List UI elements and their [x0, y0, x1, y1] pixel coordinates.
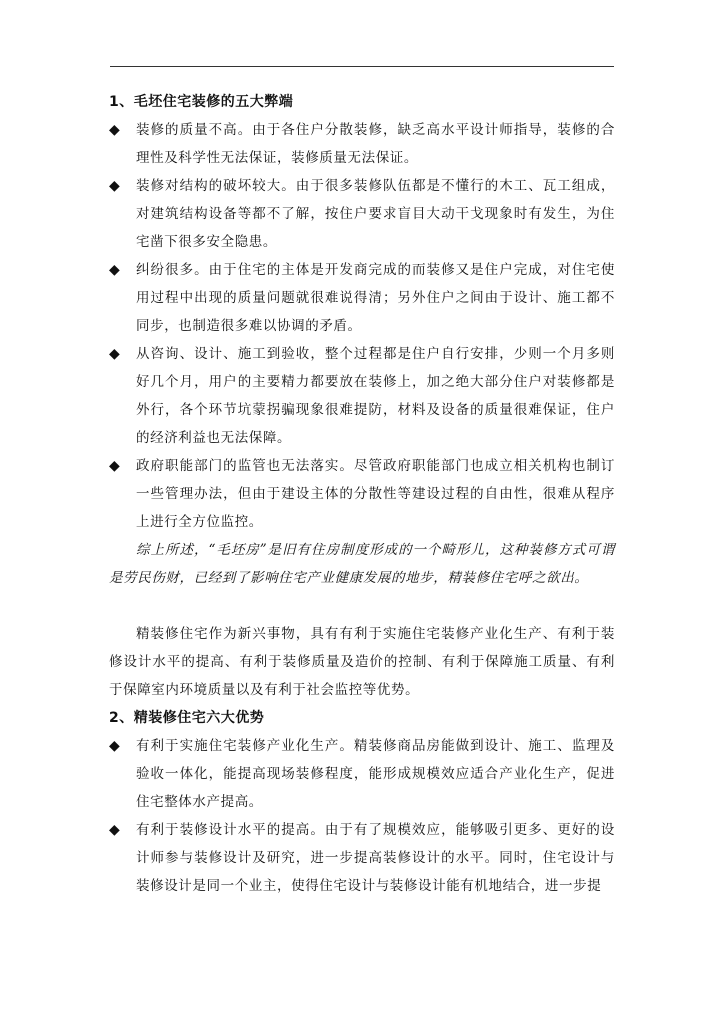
- diamond-bullet-icon: ◆: [109, 458, 121, 474]
- bullet-text: 从咨询、设计、施工到验收，整个过程都是住户自行安排，少则一个月多则好几个月，用户的主要精力都要放在装修上，加之绝大部分住户对装修都是外行，各个环节坑蒙拐骗现象很难提防，材料及设备的质量很难保证，住户的经济利益也无法保障。: [136, 346, 615, 446]
- bullet-text: 政府职能部门的监管也无法落实。尽管政府职能部门也成立相关机构也制订一些管理办法，但由于建设主体的分散性等建设过程的自由性，很难从程序上进行全方位监控。: [136, 458, 615, 530]
- paragraph-spacer: [109, 592, 615, 620]
- section1-bullet-item: [109, 340, 615, 452]
- diamond-bullet-icon: ◆: [109, 738, 121, 754]
- section1-bullet-item: [109, 256, 615, 340]
- diamond-bullet-icon: ◆: [109, 346, 121, 362]
- section1-bullet-item: [109, 116, 615, 172]
- section2-bullet-item: [109, 732, 615, 816]
- intro-paragraph: 精装修住宅作为新兴事物，具有有利于实施住宅装修产业化生产、有利于装修设计水平的提高、有利于装修质量及造价的控制、有利于保障施工质量、有利于保障室内环境质量以及有利于社会监控等优势。: [109, 626, 615, 698]
- section1-bullet-list: [109, 116, 615, 536]
- section2-bullet-list: [109, 732, 615, 900]
- bullet-text: 有利于实施住宅装修产业化生产。精装修商品房能做到设计、施工、监理及验收一体化，能提高现场装修程度，能形成规模效应适合产业化生产，促进住宅整体水产提高。: [136, 738, 615, 810]
- bullet-text: 纠纷很多。由于住宅的主体是开发商完成的而装修又是住户完成，对住宅使用过程中出现的质量问题就很难说得清；另外住户之间由于设计、施工都不同步，也制造很多难以协调的矛盾。: [136, 262, 615, 334]
- page-content: [109, 88, 615, 900]
- section1-bullet-item: [109, 452, 615, 536]
- header-rule: [110, 66, 614, 67]
- bullet-text: 有利于装修设计水平的提高。由于有了规模效应，能够吸引更多、更好的设计师参与装修设计及研究，进一步提高装修设计的水平。同时，住宅设计与装修设计是同一个业主，使得住宅设计与装修设计能有机地结合，进一步提: [136, 822, 615, 894]
- section1-summary: 综上所述，“毛坯房”是旧有住房制度形成的一个畸形儿，这种装修方式可谓是劳民伤财，已经到了影响住宅产业健康发展的地步，精装修住宅呼之欲出。: [109, 542, 615, 586]
- diamond-bullet-icon: ◆: [109, 262, 121, 278]
- diamond-bullet-icon: ◆: [109, 178, 121, 194]
- section2-heading: 2、精装修住宅六大优势: [109, 710, 265, 726]
- section1-heading: 1、毛坯住宅装修的五大弊端: [109, 94, 294, 110]
- section2-bullet-item: [109, 816, 615, 900]
- diamond-bullet-icon: ◆: [109, 822, 121, 838]
- diamond-bullet-icon: ◆: [109, 122, 121, 138]
- bullet-text: 装修的质量不高。由于各住户分散装修，缺乏高水平设计师指导，装修的合理性及科学性无法保证，装修质量无法保证。: [136, 122, 615, 166]
- bullet-text: 装修对结构的破坏较大。由于很多装修队伍都是不懂行的木工、瓦工组成，对建筑结构设备等都不了解，按住户要求盲目大动干戈现象时有发生，为住宅凿下很多安全隐患。: [136, 178, 615, 250]
- section1-bullet-item: [109, 172, 615, 256]
